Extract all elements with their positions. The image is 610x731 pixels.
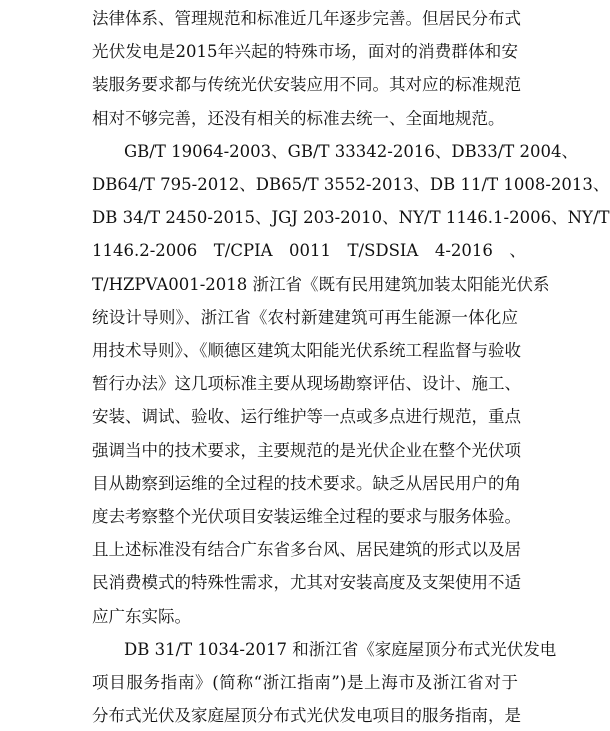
paragraph-2-line-2: DB64/T 795-2012、DB65/T 3552-2013、DB 11/T 1008-2013、 (92, 175, 610, 194)
paragraph-2-line-10: 强调当中的技术要求，主要规范的是光伏企业在整个光伏项 (92, 440, 521, 460)
paragraph-2-line-5: T/HZPVA001-2018 浙江省《既有民用建筑加装太阳能光伏系 (92, 274, 550, 294)
paragraph-3-line-2: 项目服务指南》(简称“浙江指南”)是上海市及浙江省对于 (92, 673, 518, 692)
paragraph-2-line-6: 统设计导则》、浙江省《农村新建建筑可再生能源一体化应 (92, 307, 518, 327)
paragraph-2-line-12: 度去考察整个光伏项目安装运维全过程的要求与服务体验。 (92, 507, 521, 526)
paragraph-1-line-1: 法律体系、管理规范和标准近几年逐步完善。但居民分布式 (92, 9, 521, 28)
paragraph-3-line-3: 分布式光伏及家庭屋顶分布式光伏发电项目的服务指南，是 (92, 706, 521, 726)
paragraph-2-line-11: 目从勘察到运维的全过程的技术要求。缺乏从居民用户的角 (92, 473, 521, 493)
paragraph-2-line-3: DB 34/T 2450-2015、JGJ 203-2010、NY/T 1146.1-2006、NY/T (92, 208, 610, 228)
paragraph-2-line-13: 且上述标准没有结合广东省多台风、居民建筑的形式以及居 (92, 540, 521, 560)
paragraph-3-line-1: DB 31/T 1034-2017 和浙江省《家庭屋顶分布式光伏发电 (124, 639, 557, 659)
paragraph-2-line-7: 用技术导则》、《顺德区建筑太阳能光伏系统工程监督与验收 (92, 341, 521, 360)
paragraph-2-line-4: 1146.2-2006 T/CPIA 0011 T/SDSIA 4-2016 、 (92, 241, 526, 261)
paragraph-2-line-1: GB/T 19064-2003、GB/T 33342-2016、DB33/T 2004、 (124, 141, 578, 161)
paragraph-2-line-8: 暂行办法》这几项标准主要从现场勘察评估、设计、施工、 (92, 374, 521, 394)
paragraph-2-line-15: 应广东实际。 (92, 606, 191, 626)
paragraph-2-line-9: 安装、调试、验收、运行维护等一点或多点进行规范，重点 (92, 407, 521, 427)
paragraph-1-line-2: 光伏发电是2015年兴起的特殊市场，面对的消费群体和安 (92, 42, 518, 62)
paragraph-1-line-3: 装服务要求都与传统光伏安装应用不同。其对应的标准规范 (92, 75, 521, 95)
paragraph-2-line-14: 民消费模式的特殊性需求，尤其对安装高度及支架使用不适 (92, 573, 521, 593)
paragraph-1-line-4: 相对不够完善，还没有相关的标准去统一、全面地规范。 (92, 108, 505, 128)
